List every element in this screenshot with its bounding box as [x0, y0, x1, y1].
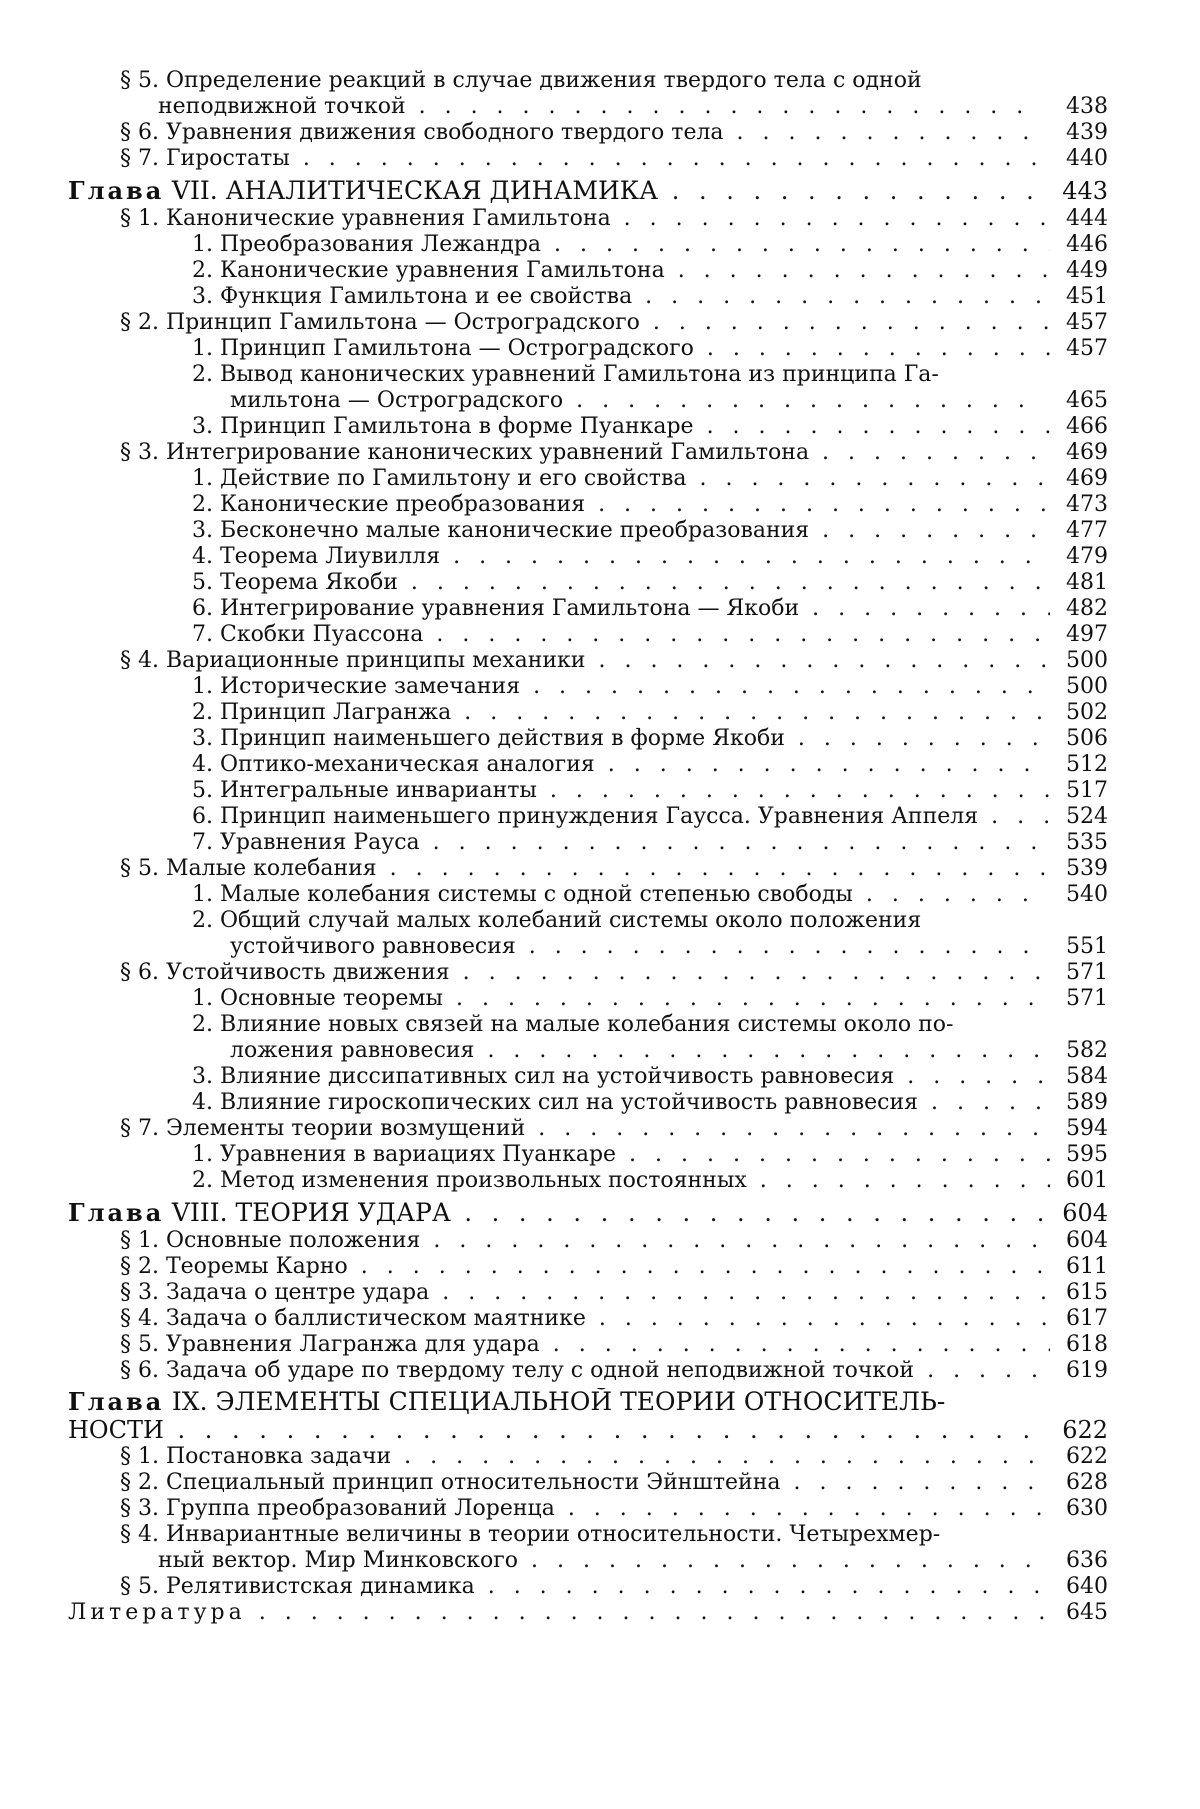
page-number: 645	[1066, 1600, 1108, 1625]
toc-entry-title	[192, 336, 1050, 362]
page-number: 500	[1066, 648, 1108, 673]
toc-entry-title	[68, 1388, 1050, 1444]
chapter-title: VIII. ТЕОРИЯ УДАРА	[171, 1198, 451, 1227]
toc-entry-title	[120, 960, 1050, 986]
toc-entry-title	[120, 1470, 1050, 1496]
entry-text: § 5. Определение реакций в случае движения твердого тела с одной	[120, 68, 922, 93]
page-number: 444	[1066, 206, 1108, 231]
page-number: 571	[1066, 986, 1108, 1011]
entry-text: § 3. Группа преобразований Лоренца	[120, 1496, 555, 1521]
entry-text: 1. Действие по Гамильтону и его свойства	[192, 466, 687, 491]
toc-subsection-entry	[68, 492, 1108, 518]
toc-subsection-entry	[68, 258, 1108, 284]
toc-subsection-entry	[68, 570, 1108, 596]
toc-subsection-entry	[68, 466, 1108, 492]
entry-text: 4. Теорема Лиувилля	[192, 544, 441, 569]
page-number: 540	[1066, 882, 1108, 907]
toc-section-entry	[68, 1574, 1108, 1600]
toc-entry-title	[120, 1522, 1050, 1574]
page-number: 604	[1062, 1199, 1108, 1227]
page-number: 438	[1066, 94, 1108, 119]
toc-subsection-entry	[68, 622, 1108, 648]
toc-entry-title	[192, 544, 1050, 570]
page-number: 446	[1066, 232, 1108, 257]
page-number: 449	[1066, 258, 1108, 283]
toc-entry-title	[120, 1228, 1050, 1254]
toc-section-entry	[68, 1522, 1108, 1574]
page-number: 469	[1066, 440, 1108, 465]
page-number: 465	[1066, 388, 1108, 413]
page-number: 584	[1066, 1064, 1108, 1089]
entry-text: 1. Малые колебания системы с одной степенью свободы	[192, 882, 853, 907]
entry-text: § 4. Задача о баллистическом маятнике	[120, 1306, 586, 1331]
entry-text: 3. Бесконечно малые канонические преобразования	[192, 518, 810, 543]
entry-text: 2. Общий случай малых колебаний системы около положения	[192, 908, 922, 933]
toc-entry-title	[192, 804, 1050, 830]
toc-section-entry	[68, 206, 1108, 232]
entry-text: § 7. Элементы теории возмущений	[120, 1116, 526, 1141]
entry-text: § 6. Устойчивость движения	[120, 960, 450, 985]
toc-section-entry	[68, 1280, 1108, 1306]
entry-continuation: ный вектор. Мир Минковского . . .	[120, 1548, 1044, 1574]
toc-section-entry	[68, 440, 1108, 466]
entry-text: § 2. Теоремы Карно	[120, 1254, 348, 1279]
toc-entry-title	[192, 570, 1050, 596]
page-number: 589	[1066, 1090, 1108, 1115]
chapter-label: Глава	[68, 1198, 165, 1227]
entry-text: § 5. Релятивистская динамика	[120, 1574, 475, 1599]
toc-entry-title	[192, 908, 1050, 960]
entry-text: § 4. Вариационные принципы механики	[120, 648, 586, 673]
toc-subsection-entry	[68, 752, 1108, 778]
toc-entry-title	[120, 1444, 1050, 1470]
toc-subsection-entry	[68, 518, 1108, 544]
entry-text: 3. Принцип Гамильтона в форме Пуанкаре	[192, 414, 694, 439]
toc-entry-title	[120, 1358, 1050, 1384]
chapter-title: IX. ЭЛЕМЕНТЫ СПЕЦИАЛЬНОЙ ТЕОРИИ ОТНОСИТЕЛЬ-	[171, 1388, 946, 1416]
toc-section-entry	[68, 1254, 1108, 1280]
toc-subsection-entry	[68, 1090, 1108, 1116]
page-number: 611	[1066, 1254, 1108, 1279]
toc-subsection-entry	[68, 1168, 1108, 1194]
page-number: 615	[1066, 1280, 1108, 1305]
toc-entry-title	[192, 726, 1050, 752]
toc-entry-title	[192, 882, 1050, 908]
entry-text: 2. Канонические уравнения Гамильтона	[192, 258, 665, 283]
toc-entry-title	[120, 68, 1050, 120]
toc-entry-title	[192, 232, 1050, 258]
toc-subsection-entry	[68, 1012, 1108, 1064]
entry-text: 3. Принцип наименьшего действия в форме Якоби	[192, 726, 785, 751]
page-number: 617	[1066, 1306, 1108, 1331]
table-of-contents	[68, 68, 1108, 1626]
entry-text: § 5. Малые колебания	[120, 856, 377, 881]
page-number: 604	[1066, 1228, 1108, 1253]
entry-continuation: мильтона — Остроградского . . .	[192, 388, 1044, 414]
entry-text: 6. Интегрирование уравнения Гамильтона — Якоби	[192, 596, 800, 621]
toc-subsection-entry	[68, 986, 1108, 1012]
toc-entry-title	[120, 1116, 1050, 1142]
page-number: 601	[1066, 1168, 1108, 1193]
toc-entry-title	[68, 1198, 1050, 1228]
page-number: 636	[1066, 1548, 1108, 1573]
toc-subsection-entry	[68, 726, 1108, 752]
toc-subsection-entry	[68, 596, 1108, 622]
entry-continuation: устойчивого равновесия . . .	[192, 934, 1044, 960]
toc-entry-title	[192, 778, 1050, 804]
entry-text: § 3. Интегрирование канонических уравнений Гамильтона	[120, 440, 810, 465]
toc-section-entry	[68, 960, 1108, 986]
entry-text: § 1. Постановка задачи	[120, 1444, 392, 1469]
page-number: 482	[1066, 596, 1108, 621]
entry-text: § 3. Задача о центре удара	[120, 1280, 430, 1305]
entry-continuation: НОСТИ . . .	[68, 1416, 1044, 1444]
entry-text: § 1. Канонические уравнения Гамильтона	[120, 206, 611, 231]
entry-text: § 1. Основные положения	[120, 1228, 421, 1253]
entry-text: § 2. Специальный принцип относительности Эйнштейна	[120, 1470, 781, 1495]
toc-bibliography-entry	[68, 1600, 1108, 1626]
toc-section-entry	[68, 1470, 1108, 1496]
page-number: 457	[1066, 310, 1108, 335]
toc-entry-title	[192, 986, 1050, 1012]
page-number: 640	[1066, 1574, 1108, 1599]
page-number: 440	[1066, 146, 1108, 171]
toc-chapter-entry	[68, 1388, 1108, 1444]
toc-section-entry	[68, 1306, 1108, 1332]
page-number: 622	[1066, 1444, 1108, 1469]
entry-text: 5. Интегральные инварианты	[192, 778, 537, 803]
page-number: 466	[1066, 414, 1108, 439]
page-number: 512	[1066, 752, 1108, 777]
toc-subsection-entry	[68, 908, 1108, 960]
page-number: 628	[1066, 1470, 1108, 1495]
chapter-label: Глава	[68, 176, 165, 205]
page-number: 551	[1066, 934, 1108, 959]
toc-entry-title	[120, 1332, 1050, 1358]
toc-entry-title	[192, 414, 1050, 440]
chapter-label: Глава	[68, 1388, 165, 1416]
page-number: 571	[1066, 960, 1108, 985]
entry-text: 1. Преобразования Лежандра	[192, 232, 542, 257]
page-number: 443	[1062, 177, 1108, 205]
toc-chapter-entry	[68, 176, 1108, 206]
page-number: 619	[1066, 1358, 1108, 1383]
page-number: 595	[1066, 1142, 1108, 1167]
toc-subsection-entry	[68, 882, 1108, 908]
toc-subsection-entry	[68, 1142, 1108, 1168]
toc-subsection-entry	[68, 232, 1108, 258]
toc-entry-title	[192, 518, 1050, 544]
page-number: 479	[1066, 544, 1108, 569]
toc-entry-title	[120, 146, 1050, 172]
toc-entry-title	[120, 1306, 1050, 1332]
toc-entry-title	[192, 700, 1050, 726]
entry-text: 3. Функция Гамильтона и ее свойства	[192, 284, 633, 309]
entry-text: 1. Принцип Гамильтона — Остроградского	[192, 336, 694, 361]
toc-entry-title	[120, 120, 1050, 146]
entry-text: § 5. Уравнения Лагранжа для удара	[120, 1332, 540, 1357]
page-number: 618	[1066, 1332, 1108, 1357]
toc-entry-title	[120, 1574, 1050, 1600]
toc-entry-title	[192, 596, 1050, 622]
toc-entry-title	[192, 1090, 1050, 1116]
toc-section-entry	[68, 1228, 1108, 1254]
toc-entry-title	[68, 1600, 1050, 1626]
toc-subsection-entry	[68, 778, 1108, 804]
toc-section-entry	[68, 68, 1108, 120]
toc-entry-title	[192, 1064, 1050, 1090]
page-number: 451	[1066, 284, 1108, 309]
toc-section-entry	[68, 856, 1108, 882]
entry-text: 5. Теорема Якоби	[192, 570, 398, 595]
entry-text: 2. Влияние новых связей на малые колебания системы около по-	[192, 1012, 954, 1037]
page-number: 473	[1066, 492, 1108, 517]
entry-text: 7. Уравнения Рауса	[192, 830, 420, 855]
toc-subsection-entry	[68, 830, 1108, 856]
entry-text: § 6. Уравнения движения свободного твердого тела	[120, 120, 724, 145]
toc-section-entry	[68, 1358, 1108, 1384]
entry-text: 1. Исторические замечания	[192, 674, 521, 699]
page-number: 517	[1066, 778, 1108, 803]
toc-section-entry	[68, 1496, 1108, 1522]
toc-entry-title	[120, 1496, 1050, 1522]
toc-entry-title	[120, 206, 1050, 232]
toc-subsection-entry	[68, 336, 1108, 362]
page-number: 524	[1066, 804, 1108, 829]
entry-text: 4. Влияние гироскопических сил на устойчивость равновесия	[192, 1090, 918, 1115]
page-number: 506	[1066, 726, 1108, 751]
toc-subsection-entry	[68, 804, 1108, 830]
toc-entry-title	[192, 492, 1050, 518]
toc-entry-title	[192, 674, 1050, 700]
toc-entry-title	[192, 258, 1050, 284]
page-number: 500	[1066, 674, 1108, 699]
toc-section-entry	[68, 648, 1108, 674]
page-number: 539	[1066, 856, 1108, 881]
toc-chapter-entry	[68, 1198, 1108, 1228]
toc-subsection-entry	[68, 1064, 1108, 1090]
toc-entry-title	[120, 856, 1050, 882]
entry-text: 2. Канонические преобразования	[192, 492, 586, 517]
toc-section-entry	[68, 1116, 1108, 1142]
page-number: 502	[1066, 700, 1108, 725]
entry-text: 7. Скобки Пуассона	[192, 622, 424, 647]
toc-section-entry	[68, 310, 1108, 336]
entry-text: § 2. Принцип Гамильтона — Остроградского	[120, 310, 640, 335]
entry-text: § 6. Задача об ударе по твердому телу с одной неподвижной точкой	[120, 1358, 915, 1383]
toc-entry-title	[120, 1280, 1050, 1306]
entry-text: Литература	[68, 1600, 246, 1625]
toc-entry-title	[120, 440, 1050, 466]
entry-text: 4. Оптико-механическая аналогия	[192, 752, 595, 777]
toc-section-entry	[68, 120, 1108, 146]
entry-text: 3. Влияние диссипативных сил на устойчивость равновесия	[192, 1064, 895, 1089]
page-number: 594	[1066, 1116, 1108, 1141]
toc-subsection-entry	[68, 284, 1108, 310]
page-number: 497	[1066, 622, 1108, 647]
toc-entry-title	[192, 830, 1050, 856]
entry-continuation: неподвижной точкой . . .	[120, 94, 1044, 120]
toc-subsection-entry	[68, 700, 1108, 726]
toc-section-entry	[68, 146, 1108, 172]
entry-text: § 4. Инвариантные величины в теории относительности. Четырехмер-	[120, 1522, 941, 1547]
entry-text: 2. Принцип Лагранжа	[192, 700, 452, 725]
toc-entry-title	[192, 362, 1050, 414]
entry-text: 1. Основные теоремы	[192, 986, 443, 1011]
toc-entry-title	[120, 1254, 1050, 1280]
entry-text: § 7. Гиростаты	[120, 146, 290, 171]
entry-continuation: ложения равновесия . . .	[192, 1038, 1044, 1064]
page-number: 535	[1066, 830, 1108, 855]
page-number: 439	[1066, 120, 1108, 145]
toc-subsection-entry	[68, 674, 1108, 700]
entry-text: 2. Метод изменения произвольных постоянных	[192, 1168, 747, 1193]
toc-subsection-entry	[68, 362, 1108, 414]
chapter-title: VII. АНАЛИТИЧЕСКАЯ ДИНАМИКА	[171, 176, 659, 205]
page-number: 457	[1066, 336, 1108, 361]
page-number: 582	[1066, 1038, 1108, 1063]
toc-entry-title	[68, 176, 1050, 206]
toc-subsection-entry	[68, 544, 1108, 570]
page-number: 622	[1062, 1416, 1108, 1444]
entry-text: 6. Принцип наименьшего принуждения Гаусса. Уравнения Аппеля	[192, 804, 979, 829]
page-number: 630	[1066, 1496, 1108, 1521]
toc-entry-title	[192, 752, 1050, 778]
toc-entry-title	[192, 1168, 1050, 1194]
toc-entry-title	[192, 1142, 1050, 1168]
entry-text: 1. Уравнения в вариациях Пуанкаре	[192, 1142, 617, 1167]
toc-entry-title	[192, 284, 1050, 310]
entry-text: 2. Вывод канонических уравнений Гамильтона из принципа Га-	[192, 362, 939, 387]
toc-entry-title	[120, 648, 1050, 674]
page-number: 469	[1066, 466, 1108, 491]
page-number: 481	[1066, 570, 1108, 595]
toc-entry-title	[192, 622, 1050, 648]
toc-subsection-entry	[68, 414, 1108, 440]
toc-entry-title	[120, 310, 1050, 336]
toc-entry-title	[192, 466, 1050, 492]
toc-section-entry	[68, 1332, 1108, 1358]
page-number: 477	[1066, 518, 1108, 543]
toc-section-entry	[68, 1444, 1108, 1470]
toc-entry-title	[192, 1012, 1050, 1064]
